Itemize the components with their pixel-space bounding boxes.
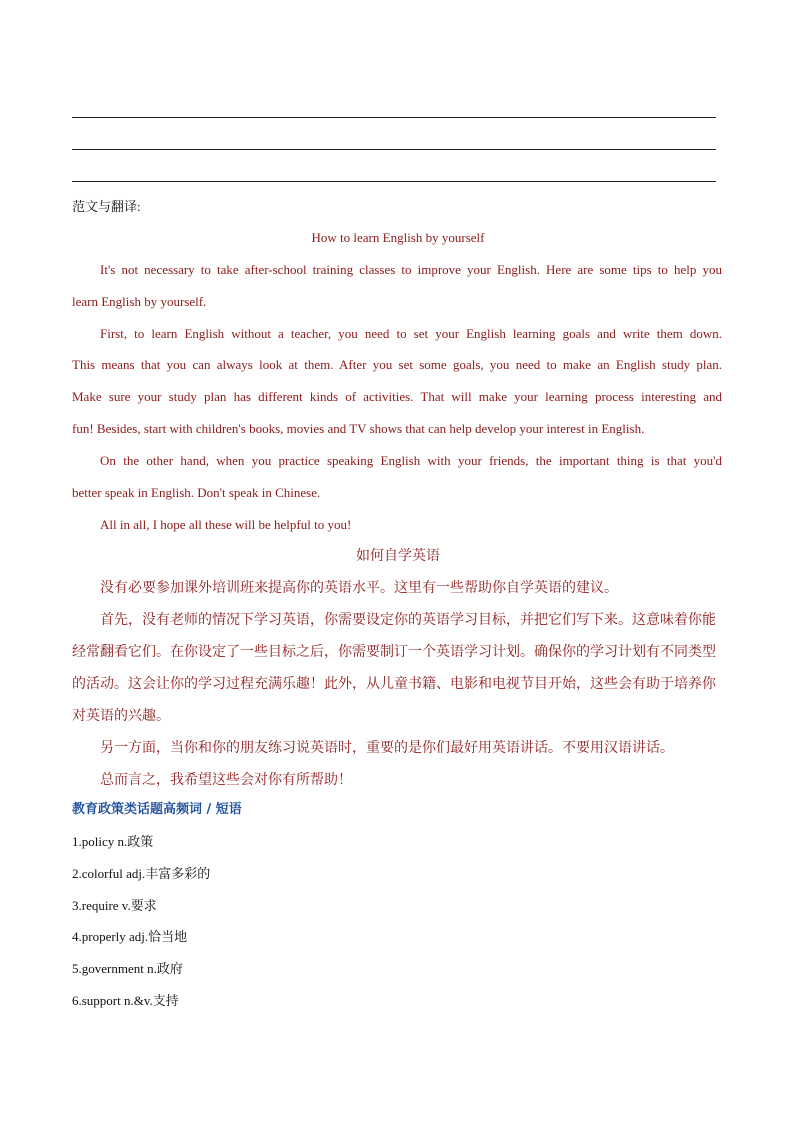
english-line: learn English by yourself. [72, 294, 207, 309]
english-line: better speak in English. Don't speak in Chinese. [72, 485, 321, 500]
vocab-meaning: 支持 [152, 994, 179, 1009]
chinese-line: 的活动。这会让你的学习过程充满乐趣！此外，从儿童书籍、电影和电视节目开始，这些会有助于培养你 [72, 676, 716, 692]
vocab-meaning: 恰当地 [148, 930, 188, 945]
vocab-term: 5.government n. [72, 961, 157, 976]
writing-line [72, 149, 716, 150]
vocab-item [72, 898, 724, 915]
chinese-line: 总而言之，我希望这些会对你有所帮助！ [100, 772, 352, 788]
english-line: On the other hand, when you practice speaking English with your friends, the important thing is that you'd [100, 453, 722, 468]
vocab-term: 2.colorful adj. [72, 866, 146, 881]
english-line: It's not necessary to take after-school training classes to improve your English. Here are some tips to help you [100, 262, 722, 277]
english-line: First, to learn English without a teacher, you need to set your English learning goals and write them down. [100, 326, 722, 341]
vocab-item [72, 866, 724, 883]
writing-line [72, 181, 716, 182]
vocab-meaning: 政府 [156, 962, 183, 977]
chinese-line: 没有必要参加课外培训班来提高你的英语水平。这里有一些帮助你自学英语的建议。 [100, 580, 618, 596]
chinese-line: 首先，没有老师的情况下学习英语，你需要设定你的英语学习目标，并把它们写下来。这意味着你能 [100, 612, 716, 628]
vocab-term: 4.properly adj. [72, 929, 149, 944]
writing-line [72, 117, 716, 118]
english-line: All in all, I hope all these will be helpful to you! [100, 517, 352, 532]
vocab-term: 3.require v. [72, 898, 131, 913]
vocab-meaning: 要求 [130, 899, 157, 914]
english-line: Make sure your study plan has different kinds of activities. That will make your learning process interesting and [72, 389, 722, 404]
vocab-term: 6.support n.&v. [72, 993, 153, 1008]
english-line: This means that you can always look at them. After you set some goals, you need to make an English study plan. [72, 357, 722, 372]
vocab-term: 1.policy n. [72, 834, 128, 849]
vocab-meaning: 丰富多彩的 [145, 867, 211, 882]
chinese-line: 对英语的兴趣。 [72, 708, 170, 724]
vocab-item [72, 961, 724, 978]
english-title: How to learn English by yourself [311, 230, 485, 245]
vocab-item [72, 834, 724, 851]
vocab-item [72, 929, 724, 946]
chinese-title: 如何自学英语 [356, 548, 440, 564]
chinese-line: 另一方面，当你和你的朋友练习说英语时，重要的是你们最好用英语讲话。不要用汉语讲话。 [100, 740, 674, 756]
section-label: 范文与翻译: [72, 199, 141, 214]
vocab-meaning: 政策 [127, 835, 154, 850]
english-line: fun! Besides, start with children's books, movies and TV shows that can help develop your interest in English. [72, 421, 645, 436]
chinese-line: 经常翻看它们。在你设定了一些目标之后，你需要制订一个英语学习计划。确保你的学习计划有不同类型 [72, 644, 716, 660]
vocab-item [72, 993, 724, 1010]
vocab-heading: 教育政策类话题高频词 / 短语 [72, 802, 242, 817]
